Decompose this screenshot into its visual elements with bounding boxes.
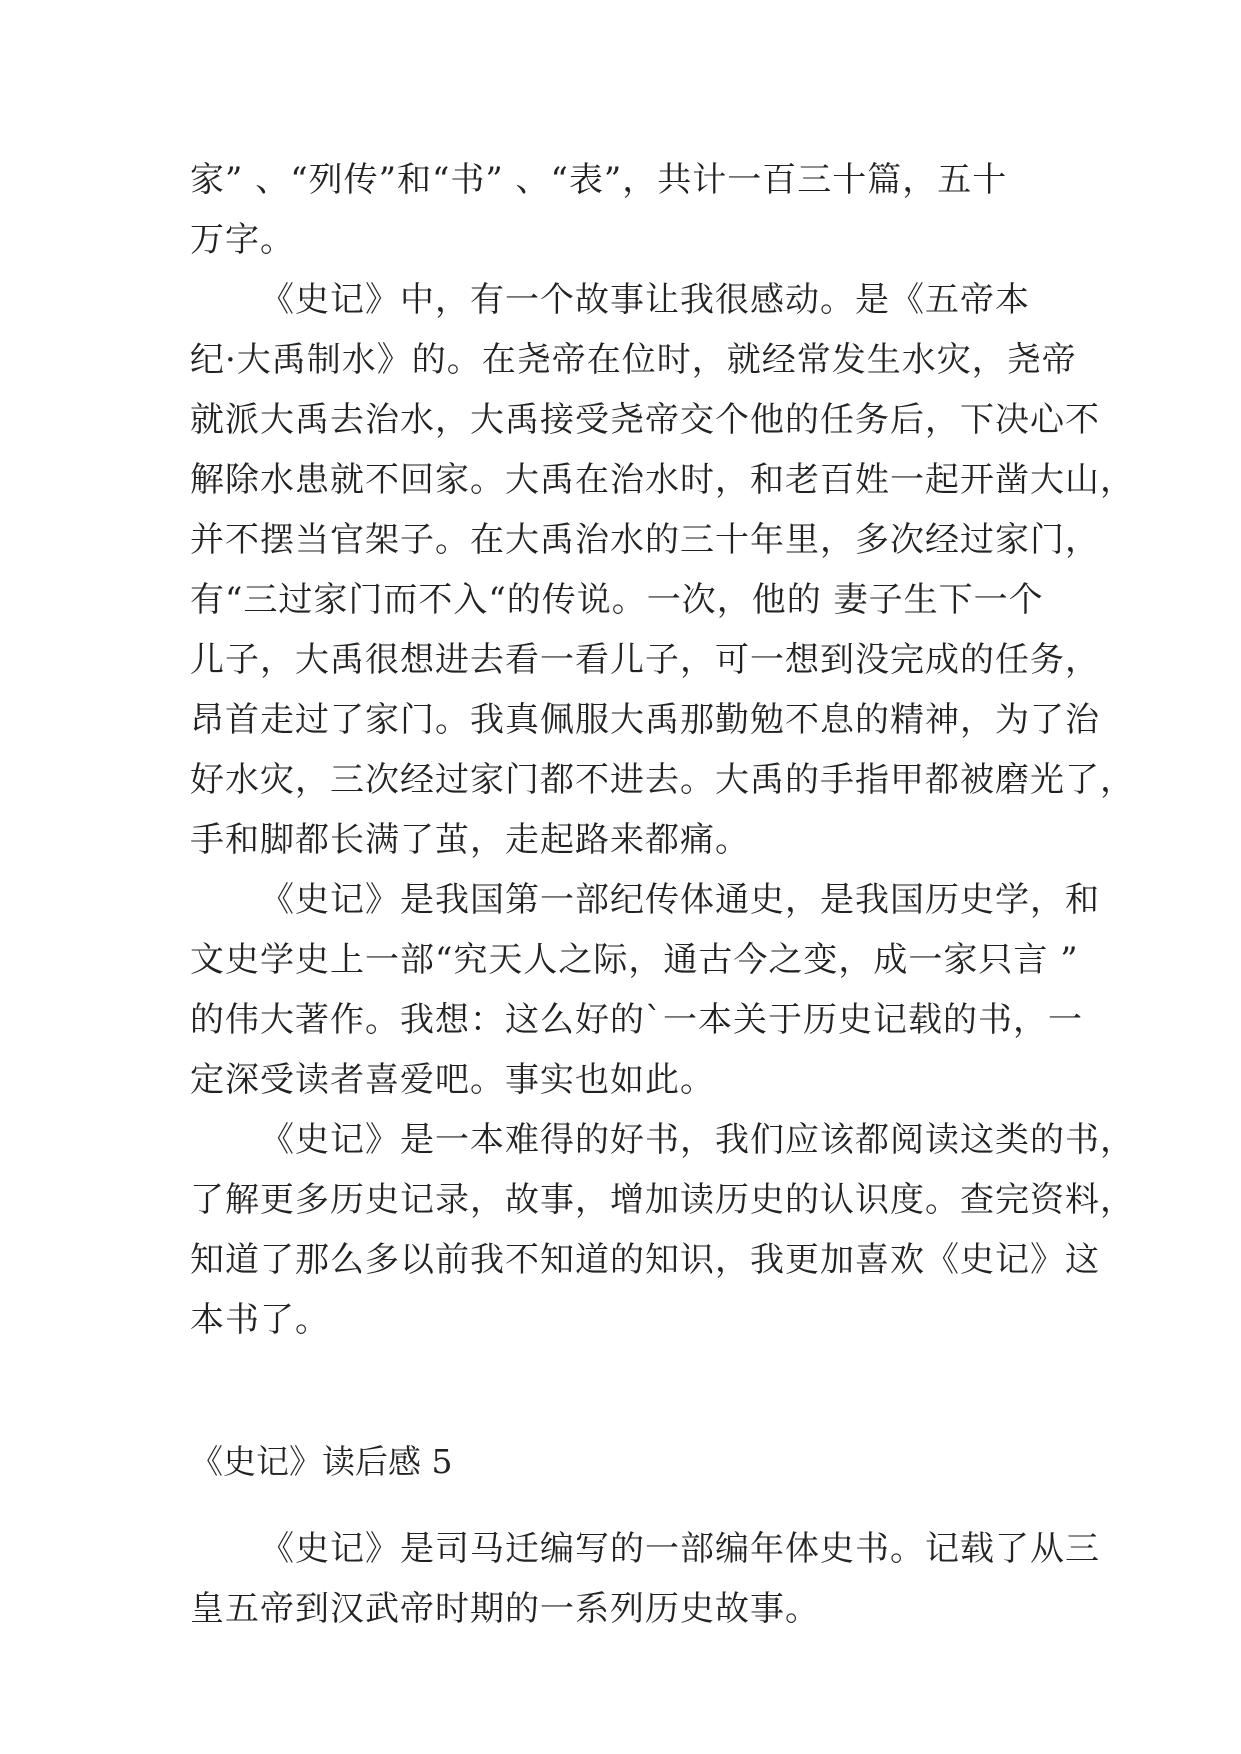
paragraph-line: 就派大禹去治水，大禹接受尧帝交个他的任务后，下决心不 bbox=[190, 400, 1100, 440]
paragraph-3 bbox=[190, 870, 1100, 1110]
paragraph-line: 文史学史上一部“究天人之际，通古今之变，成一家只言 ” bbox=[190, 940, 1079, 980]
paragraph-line: 《史记》是一本难得的好书，我们应该都阅读这类的书， bbox=[260, 1120, 1135, 1160]
paragraph-line: 本书了。 bbox=[190, 1300, 330, 1340]
paragraph-line: 定深受读者喜爱吧。事实也如此。 bbox=[190, 1060, 715, 1100]
paragraph-line: 好水灾，三次经过家门都不进去。大禹的手指甲都被磨光了， bbox=[190, 760, 1135, 800]
paragraph-line: 《史记》是司马迁编写的一部编年体史书。记载了从三 bbox=[260, 1529, 1100, 1570]
paragraph-line: 有“三过家门而不入“的传说。一次，他的 妻子生下一个 bbox=[190, 580, 1044, 620]
paragraph-line: 《史记》是我国第一部纪传体通史，是我国历史学，和 bbox=[260, 880, 1100, 920]
document-page bbox=[190, 150, 1135, 1639]
paragraph-line: 手和脚都长满了茧，走起路来都痛。 bbox=[190, 820, 750, 860]
paragraph-4 bbox=[190, 1110, 1135, 1350]
section-paragraph bbox=[190, 1519, 1100, 1639]
paragraph-line: 家” 、“列传”和“书” 、“表”，共计一百三十篇，五十 bbox=[190, 160, 1008, 200]
section-title: 《史记》读后感 5 bbox=[190, 1442, 453, 1481]
paragraph-line: 并不摆当官架子。在大禹治水的三十年里，多次经过家门， bbox=[190, 520, 1100, 560]
paragraph-2 bbox=[190, 270, 1135, 870]
paragraph-line: 解除水患就不回家。大禹在治水时，和老百姓一起开凿大山， bbox=[190, 460, 1135, 500]
paragraph-line: 昂首走过了家门。我真佩服大禹那勤勉不息的精神，为了治 bbox=[190, 700, 1100, 740]
paragraph-1 bbox=[190, 150, 1060, 270]
paragraph-line: 了解更多历史记录，故事，增加读历史的认识度。查完资料， bbox=[190, 1180, 1135, 1220]
paragraph-line: 的伟大著作。我想：这么好的`一本关于历史记载的书，一 bbox=[190, 1000, 1083, 1040]
paragraph-line: 万字。 bbox=[190, 220, 295, 260]
paragraph-line: 儿子，大禹很想进去看一看儿子，可一想到没完成的任务， bbox=[190, 640, 1100, 680]
paragraph-line: 皇五帝到汉武帝时期的一系列历史故事。 bbox=[190, 1589, 820, 1630]
paragraph-line: 《史记》中，有一个故事让我很感动。是《五帝本 bbox=[260, 280, 1030, 320]
paragraph-line: 纪·大禹制水》的。在尧帝在位时，就经常发生水灾，尧帝 bbox=[190, 340, 1077, 380]
paragraph-line: 知道了那么多以前我不知道的知识，我更加喜欢《史记》这 bbox=[190, 1240, 1100, 1280]
